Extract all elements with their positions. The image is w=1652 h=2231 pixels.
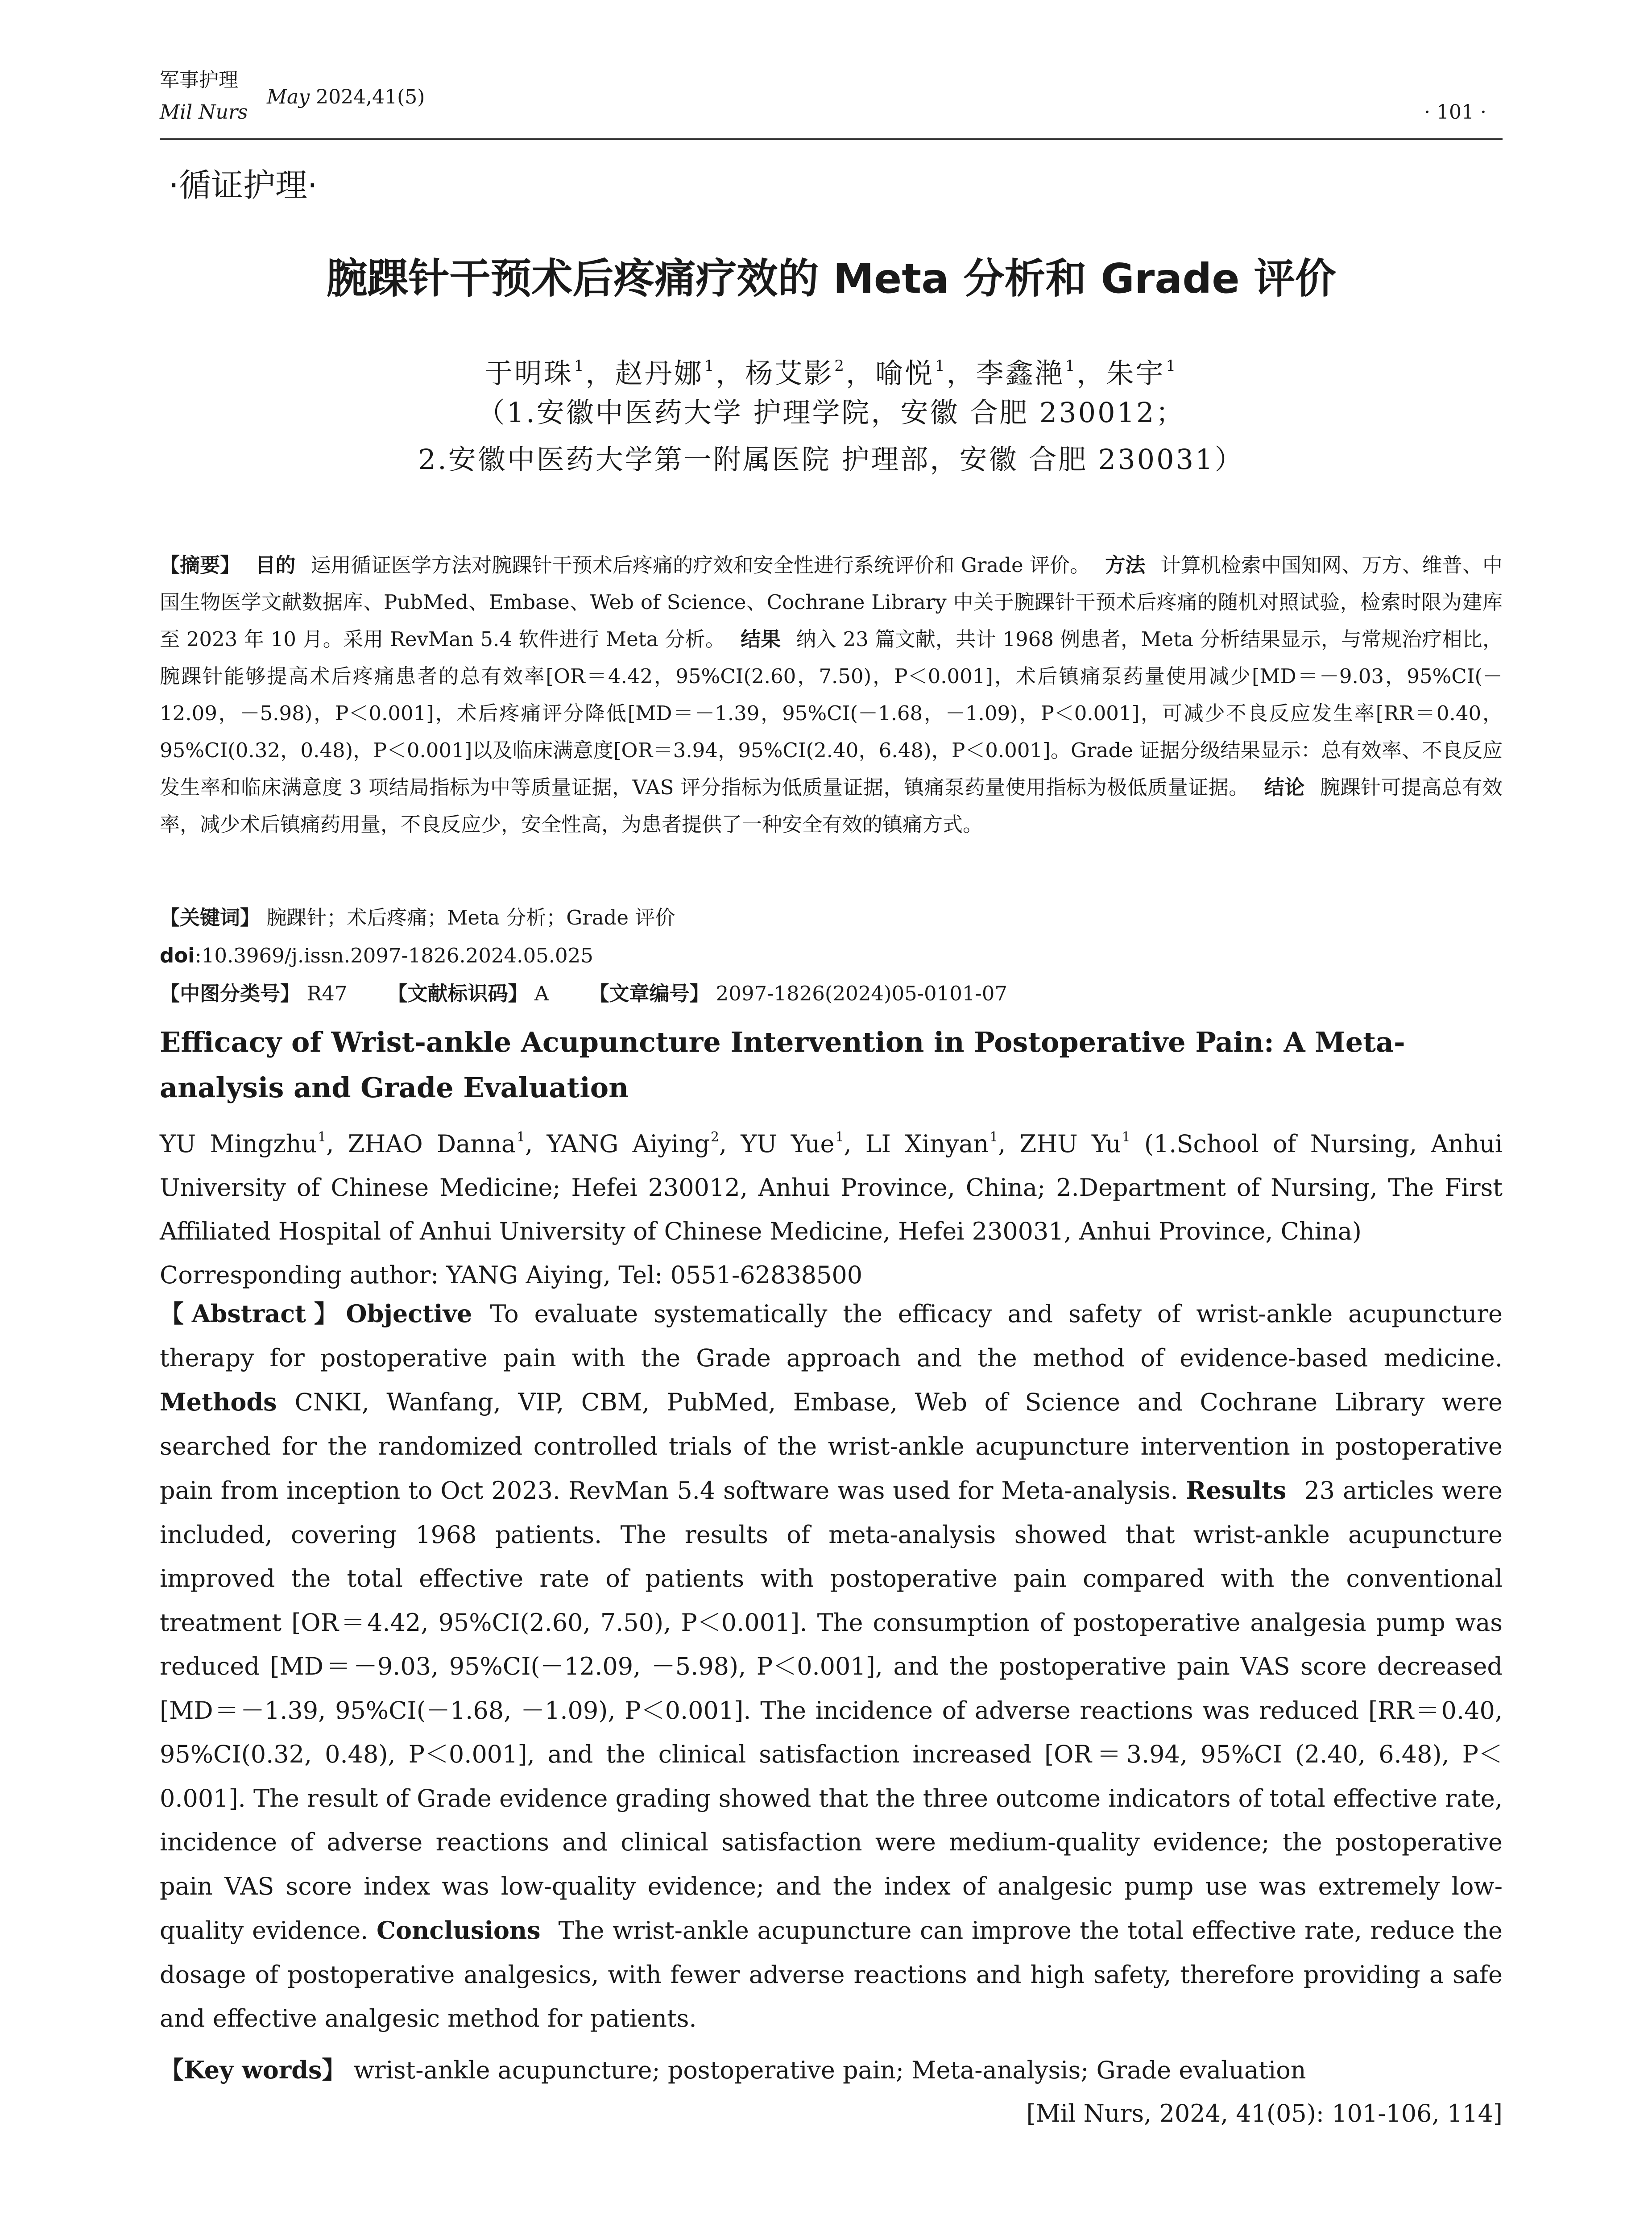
conclusions-label: Conclusions [377, 1916, 541, 1945]
article-page [160, 0, 1503, 2231]
author-separator: , [719, 1129, 727, 1158]
author-affiliation-mark: 1 [1065, 357, 1077, 375]
clc-label: 【中图分类号】 [160, 982, 301, 1005]
author-affiliation-mark: 1 [1166, 357, 1178, 375]
author-separator: ， [1076, 357, 1106, 390]
author-affiliation-mark: 1 [935, 357, 947, 375]
author-separator: ， [585, 357, 615, 390]
author [547, 1130, 727, 1158]
author-affiliation-mark: 2 [834, 357, 846, 375]
keywords-text: wrist-ankle acupuncture; postoperative pain; Meta-analysis; Grade evaluation [353, 2056, 1306, 2084]
issue-month: May [267, 86, 310, 108]
abstract-label: 【摘要】 [160, 553, 240, 577]
author-name: YANG Aiying [547, 1129, 710, 1158]
author [745, 357, 875, 390]
doi-value: :10.3969/j.issn.2097-1826.2024.05.025 [195, 944, 593, 967]
author-name: ZHU Yu [1019, 1129, 1121, 1158]
author-affiliation-mark: 2 [710, 1129, 719, 1145]
author-name: 喻悦 [875, 357, 935, 390]
author-separator: ， [716, 357, 745, 390]
author-affiliation-mark: 1 [1122, 1129, 1130, 1145]
methods-label: Methods [160, 1388, 277, 1416]
results-text: 23 articles were included, covering 1968 patients. The results of meta-analysis showed that wrist-ankle acupuncture improved the total effective rate of patients with postoperative pain compared with the conventional treatment [OR＝4.42, 95%CI(2.60, 7.50), P＜0.001]. The consumption of postoperative analgesia pump was reduced [MD＝－9.03, 95%CI(－12.09, －5.98), P＜0.001], and the postoperative pain VAS score decreased [MD＝－1.39, 95%CI(－1.68, －1.09), P＜0.001]. The incidence of adverse reactions was reduced [RR＝0.40, 95%CI(0.32, 0.48), P＜0.001], and the clinical satisfaction increased [OR＝3.94, 95%CI (2.40, 6.48), P＜0.001]. The result of Grade evidence grading showed that the three outcome indicators of total effective rate, incidence of adverse reactions and clinical satisfaction were medium-quality evidence; the postoperative pain VAS score index was low-quality evidence; and the index of analgesic pump use was extremely low-quality evidence. [160, 1476, 1503, 1945]
abstract-label: 【Abstract】 [160, 1299, 346, 1328]
author [976, 357, 1106, 390]
methods-label: 方法 [1105, 553, 1146, 577]
author [1020, 1130, 1130, 1158]
author-separator: , [326, 1129, 334, 1158]
author-name: YU Mingzhu [160, 1129, 317, 1158]
keywords-text: 腕踝针；术后疼痛；Meta 分析；Grade 评价 [266, 906, 675, 929]
author-name: 朱宇 [1106, 357, 1165, 390]
doi [160, 940, 1503, 971]
author-name: 杨艾影 [745, 357, 834, 390]
author-name: 赵丹娜 [615, 357, 704, 390]
keywords-label: 【Key words】 [160, 2056, 346, 2084]
conclusion-label: 结论 [1264, 775, 1305, 799]
author [485, 357, 615, 390]
author [615, 357, 745, 390]
affiliation-2: 2.安徽中医药大学第一附属医院 护理部，安徽 合肥 230031） [418, 443, 1244, 476]
english-author-block [160, 1116, 1503, 1297]
citation: [Mil Nurs, 2024, 41(05): 101-106, 114] [1026, 2099, 1503, 2127]
methods-text: 计算机检索中国知网、万方、维普、中国生物医学文献数据库、PubMed、Embase、Web of Science、Cochrane Library 中关于腕踝针干预术后疼痛的随机对照试验，检索时限为建库至 2023 年 10 月。采用 RevMan 5.4 软件进行 Meta 分析。 [160, 553, 1503, 651]
article-number-label: 【文章编号】 [589, 982, 710, 1005]
english-affiliation: (1.School of Nursing, Anhui University of Chinese Medicine; Hefei 230012, Anhui Province, China; 2.Department of Nursing, The First Affiliated Hospital of Anhui University of Chinese Medicine, Hefei 230031, Anhui Province, China) [160, 1129, 1503, 1245]
document-code-value: A [534, 982, 549, 1005]
author-affiliation-mark: 1 [835, 1129, 844, 1145]
conclusion-text: 腕踝针可提高总有效率，减少术后镇痛药用量，不良反应少，安全性高，为患者提供了一种安全有效的镇痛方式。 [160, 775, 1503, 836]
results-label: 结果 [740, 627, 781, 651]
author-separator: ， [946, 357, 976, 390]
author [741, 1130, 851, 1158]
corresponding-author: Corresponding author: YANG Aiying, Tel: 0551-62838500 [160, 1261, 863, 1289]
issue-info [267, 84, 425, 111]
classification-row [160, 978, 1503, 1009]
author-affiliation-mark: 1 [704, 357, 716, 375]
author [160, 1130, 334, 1158]
conclusions-text: The wrist-ankle acupuncture can improve the total effective rate, reduce the dosage of postoperative analgesics, with fewer adverse reactions and high safety, therefore providing a safe and effective analgesic method for patients. [160, 1916, 1503, 2032]
author-name: LI Xinyan [865, 1129, 989, 1158]
chinese-abstract [160, 547, 1503, 843]
author-affiliation-mark: 1 [990, 1129, 998, 1145]
author [875, 357, 976, 390]
results-text: 纳入 23 篇文献，共计 1968 例患者，Meta 分析结果显示，与常规治疗相比，腕踝针能够提高术后疼痛患者的总有效率[OR＝4.42，95%CI(2.60，7.50)，P＜0.001]，术后镇痛泵药量使用减少[MD＝－9.03，95%CI(－12.09，－5.98)，P＜0.001]，术后疼痛评分降低[MD＝－1.39，95%CI(－1.68，－1.09)，P＜0.001]，可减少不良反应发生率[RR＝0.40，95%CI(0.32，0.48)，P＜0.001]以及临床满意度[OR＝3.94，95%CI(2.40，6.48)，P＜0.001]。Grade 证据分级结果显示：总有效率、不良反应发生率和临床满意度 3 项结局指标为中等质量证据，VAS 评分指标为低质量证据，镇痛泵药量使用指标为极低质量证据。 [160, 627, 1503, 799]
column-tag: ·循证护理· [169, 166, 318, 204]
author-separator: ， [845, 357, 875, 390]
clc-value: R47 [306, 982, 348, 1005]
objective-text: To evaluate systematically the efficacy and safety of wrist-ankle acupuncture therapy for postoperative pain with the Grade approach and the method of evidence-based medicine. [160, 1300, 1503, 1372]
affiliation-1: （1.安徽中医药大学 护理学院，安徽 合肥 230012； [477, 396, 1185, 429]
objective-label: 目的 [255, 553, 296, 577]
methods-text: CNKI, Wanfang, VIP, CBM, PubMed, Embase, Web of Science and Cochrane Library were searched for the randomized controlled trials of the wrist-ankle acupuncture intervention in postoperative pain from inception to Oct 2023. RevMan 5.4 software was used for Meta-analysis. [160, 1388, 1503, 1505]
objective-text: 运用循证医学方法对腕踝针干预术后疼痛的疗效和安全性进行系统评价和 Grade 评价。 [311, 553, 1090, 577]
journal-abbreviation: Mil Nurs [160, 101, 248, 124]
english-abstract [160, 1292, 1503, 2041]
author-name: 于明珠 [484, 357, 573, 390]
author-separator: , [525, 1129, 533, 1158]
author-name: 李鑫滟 [976, 357, 1064, 390]
issue-volume: 2024,41(5) [316, 86, 425, 108]
keywords-en [160, 2048, 1503, 2092]
author-affiliation-mark: 1 [574, 357, 586, 375]
article-title: 腕踝针干预术后疼痛疗效的 Meta 分析和 Grade 评价 [326, 255, 1336, 303]
objective-label: Objective [346, 1299, 472, 1328]
author [348, 1130, 533, 1158]
results-label: Results [1186, 1476, 1287, 1505]
running-header [160, 67, 1503, 143]
document-code-label: 【文献标识码】 [387, 982, 528, 1005]
author-separator: , [998, 1129, 1006, 1158]
author-name: ZHAO Danna [348, 1129, 516, 1158]
page-number: · 101 · [1424, 101, 1486, 124]
author-list [160, 346, 1503, 394]
author-affiliation-mark: 1 [318, 1129, 327, 1145]
header-rule [160, 138, 1503, 140]
english-title: Efficacy of Wrist-ankle Acupuncture Intervention in Postoperative Pain: A Meta-analysis and Grade Evaluation [160, 1026, 1405, 1104]
author-separator: , [844, 1129, 852, 1158]
article-number-value: 2097-1826(2024)05-0101-07 [716, 982, 1007, 1005]
author [1106, 357, 1177, 390]
keywords-cn [160, 902, 1503, 933]
author-affiliation-mark: 1 [517, 1129, 525, 1145]
keywords-label: 【关键词】 [160, 906, 261, 929]
doi-label: doi [160, 944, 195, 967]
author-name: YU Yue [741, 1129, 835, 1158]
journal-name: 军事护理 [160, 69, 238, 91]
author [865, 1130, 1006, 1158]
